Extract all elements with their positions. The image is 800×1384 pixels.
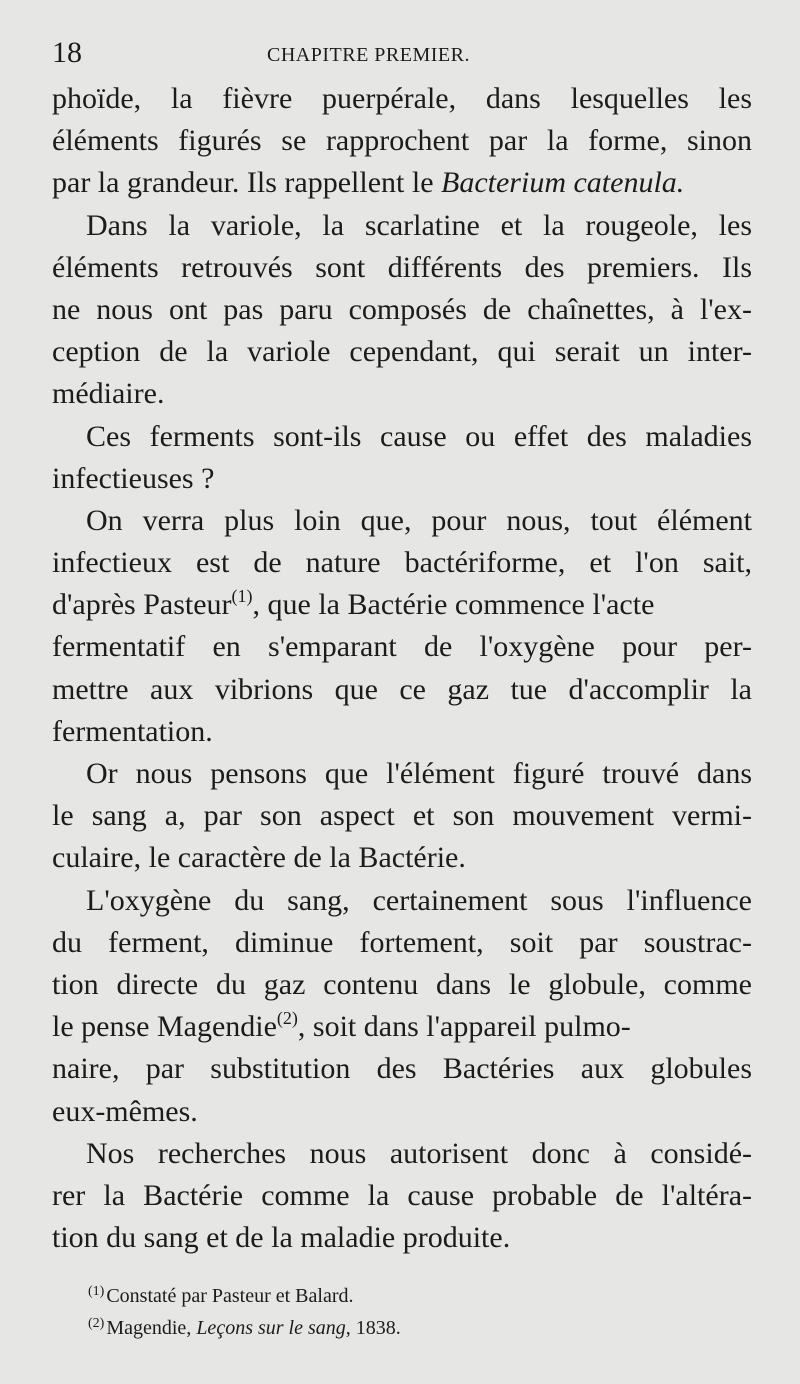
text-line: tion du sang et de la maladie produite.	[52, 1221, 511, 1255]
text-line: naire, par substitution des Bactéries aux globules	[52, 1052, 752, 1086]
text-line: le pense Magendie$^{(2)}$, soit dans l'appareil pulmo-	[52, 1008, 631, 1044]
text-line: Nos recherches nous autorisent donc à considé-	[86, 1136, 752, 1170]
text-line: d'après Pasteur$^{(1)}$, que la Bactérie commence l'acte	[52, 586, 655, 622]
text-line: infectieux est de nature bactériforme, et l'on sait,	[52, 546, 752, 580]
text-line: ception de la variole cependant, qui serait un inter-	[52, 335, 752, 369]
italic-term: Bacterium catenula.	[441, 166, 685, 200]
footnote-italic-title: Leçons sur le sang	[196, 1317, 346, 1339]
text-line: culaire, le caractère de la Bactérie.	[52, 841, 466, 875]
page-number: 18	[52, 36, 82, 69]
text-line: eux-mêmes.	[52, 1094, 198, 1128]
footnote-1	[88, 1280, 728, 1312]
text-line: le sang a, par son aspect et son mouvement vermi-	[52, 799, 752, 833]
page-header	[52, 34, 752, 74]
text-line: Or nous pensons que l'élément figuré trouvé dans	[86, 757, 752, 790]
footnote-mark: (2)	[88, 1316, 105, 1331]
text-line: ne nous ont pas paru composés de chaînettes, à l'ex-	[52, 292, 752, 326]
text-line: phoïde, la fièvre puerpérale, dans lesquelles les	[52, 82, 752, 115]
running-title: CHAPITRE PREMIER.	[267, 44, 470, 66]
text-line: médiaire.	[52, 377, 165, 411]
footnote-2	[88, 1312, 728, 1344]
text-line: rer la Bactérie comme la cause probable de l'altéra-	[52, 1178, 752, 1212]
text-line: du ferment, diminue fortement, soit par soustrac-	[52, 925, 752, 959]
body-text	[52, 78, 752, 1259]
text-line: fermentatif en s'emparant de l'oxygène pour per-	[52, 630, 752, 664]
text-line: On verra plus loin que, pour nous, tout élément	[86, 503, 752, 537]
text-line: tion directe du gaz contenu dans le globule, comme	[52, 967, 752, 1001]
footnotes	[88, 1280, 728, 1344]
footnote-text: Constaté par Pasteur et Balard.	[106, 1285, 354, 1307]
text-line: Dans la variole, la scarlatine et la rougeole, les	[86, 208, 752, 242]
text-line: fermentation.	[52, 714, 213, 748]
footnote-ref-2: (2)	[276, 1008, 298, 1029]
footnote-ref-1: (1)	[231, 586, 253, 607]
footnote-text: Magendie,	[106, 1317, 197, 1339]
text-line: éléments retrouvés sont différents des premiers. Ils	[52, 250, 752, 284]
footnote-mark: (1)	[88, 1284, 105, 1299]
text-line: L'oxygène du sang, certainement sous l'influence	[86, 883, 752, 917]
text-line: infectieuses ?	[52, 461, 215, 495]
text-line: éléments figurés se rapprochent par la forme, sinon	[52, 124, 752, 158]
text-line: par la grandeur. Ils rappellent le Bacterium catenula.	[52, 166, 685, 200]
text-line: Ces ferments sont-ils cause ou effet des maladies	[86, 419, 752, 453]
footnote-text: , 1838.	[345, 1317, 401, 1339]
text-line: mettre aux vibrions que ce gaz tue d'accomplir la	[52, 672, 752, 706]
